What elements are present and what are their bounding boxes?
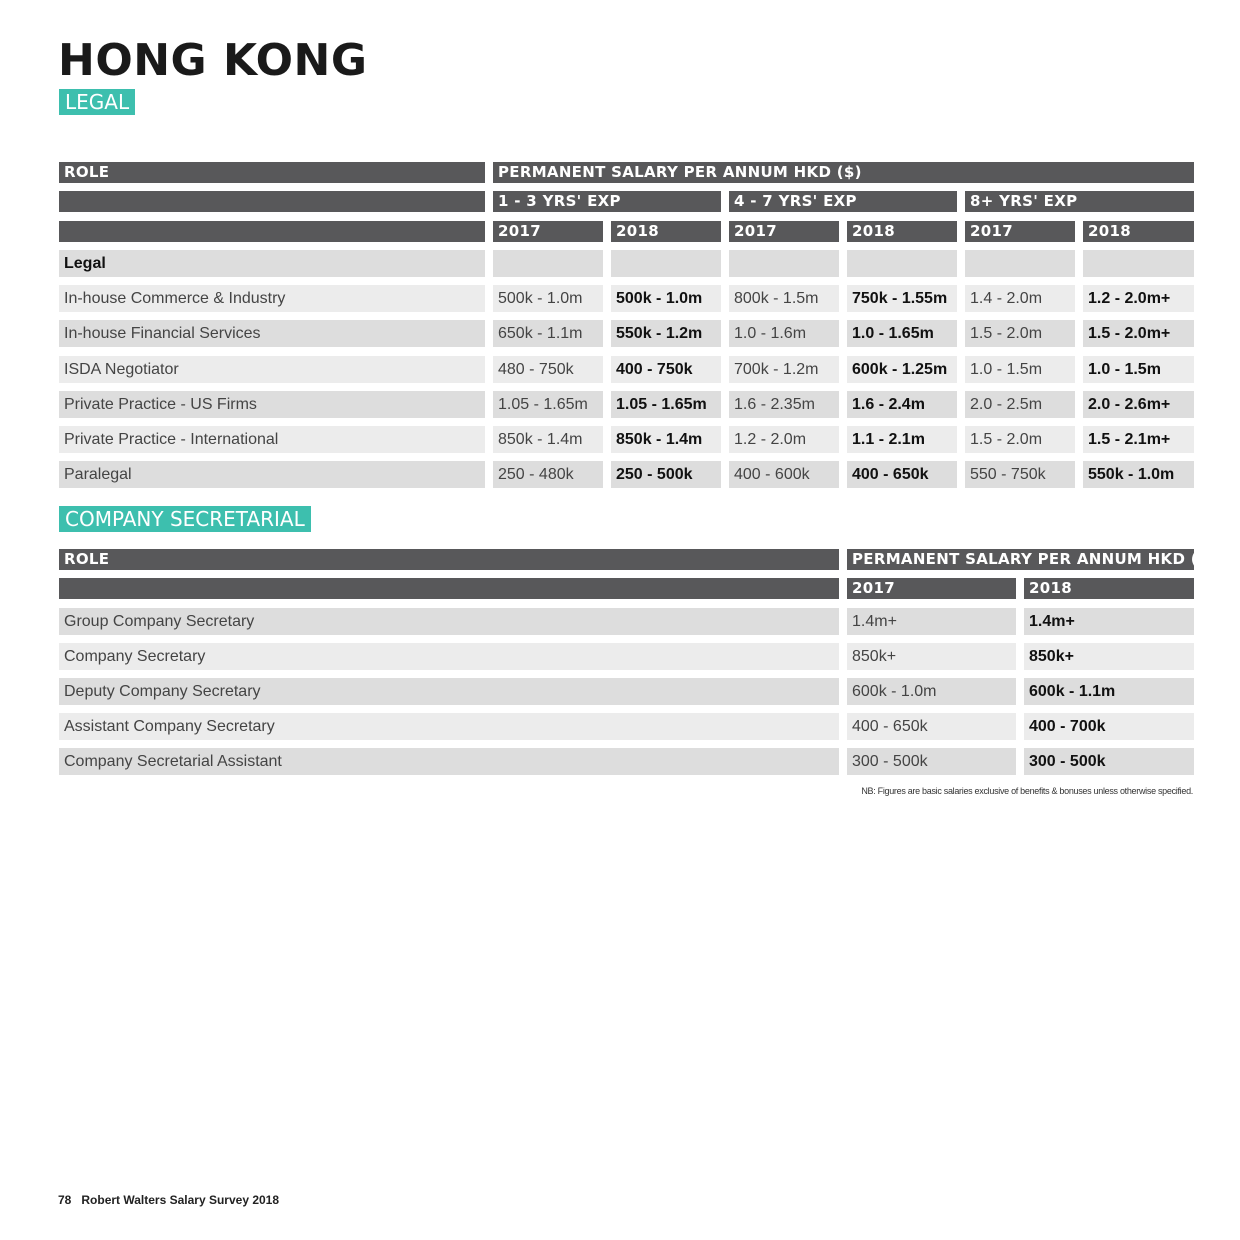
footnote: NB: Figures are basic salaries exclusive of benefits & bonuses unless otherwise specified. bbox=[861, 786, 1193, 796]
cosec-salary-cell: 850k+ bbox=[1024, 643, 1194, 670]
cosec-role-header-spacer bbox=[59, 578, 839, 599]
legal-salary-cell: 1.5 - 2.1m+ bbox=[1083, 426, 1194, 453]
legal-salary-cell: 1.6 - 2.4m bbox=[847, 391, 957, 418]
cosec-role-header: ROLE bbox=[59, 549, 839, 570]
cosec-salary-cell: 600k - 1.0m bbox=[847, 678, 1016, 705]
cosec-role-cell: Deputy Company Secretary bbox=[59, 678, 839, 705]
cosec-salary-cell: 850k+ bbox=[847, 643, 1016, 670]
legal-salary-cell: 1.5 - 2.0m bbox=[965, 426, 1075, 453]
legal-role-cell: Private Practice - International bbox=[59, 426, 485, 453]
legal-salary-cell: 550 - 750k bbox=[965, 461, 1075, 488]
section-title-legal: LEGAL bbox=[59, 89, 135, 115]
legal-salary-cell: 700k - 1.2m bbox=[729, 356, 839, 383]
legal-salary-cell: 800k - 1.5m bbox=[729, 285, 839, 312]
legal-salary-cell: 1.6 - 2.35m bbox=[729, 391, 839, 418]
legal-exp-header: 1 - 3 YRS' EXP bbox=[493, 191, 721, 212]
legal-exp-header: 8+ YRS' EXP bbox=[965, 191, 1194, 212]
legal-category-cell bbox=[847, 250, 957, 277]
publication-title: Robert Walters Salary Survey 2018 bbox=[81, 1193, 280, 1207]
legal-salary-cell: 250 - 480k bbox=[493, 461, 603, 488]
legal-year-header: 2018 bbox=[1083, 221, 1194, 242]
legal-salary-cell: 550k - 1.0m bbox=[1083, 461, 1194, 488]
section-title-company-secretarial: COMPANY SECRETARIAL bbox=[59, 506, 311, 532]
legal-year-header: 2018 bbox=[611, 221, 721, 242]
legal-salary-cell: 480 - 750k bbox=[493, 356, 603, 383]
legal-salary-cell: 1.5 - 2.0m+ bbox=[1083, 320, 1194, 347]
legal-salary-cell: 850k - 1.4m bbox=[493, 426, 603, 453]
legal-salary-cell: 600k - 1.25m bbox=[847, 356, 957, 383]
legal-salary-cell: 550k - 1.2m bbox=[611, 320, 721, 347]
legal-category-cell bbox=[611, 250, 721, 277]
legal-salary-cell: 1.1 - 2.1m bbox=[847, 426, 957, 453]
legal-salary-cell: 850k - 1.4m bbox=[611, 426, 721, 453]
legal-role-header-spacer bbox=[59, 221, 485, 242]
legal-salary-header: PERMANENT SALARY PER ANNUM HKD ($) bbox=[493, 162, 1194, 183]
legal-category-cell bbox=[729, 250, 839, 277]
legal-salary-cell: 2.0 - 2.5m bbox=[965, 391, 1075, 418]
legal-salary-cell: 400 - 600k bbox=[729, 461, 839, 488]
cosec-role-cell: Company Secretarial Assistant bbox=[59, 748, 839, 775]
legal-year-header: 2018 bbox=[847, 221, 957, 242]
legal-salary-cell: 1.05 - 1.65m bbox=[493, 391, 603, 418]
legal-salary-cell: 1.0 - 1.5m bbox=[1083, 356, 1194, 383]
cosec-year-header: 2018 bbox=[1024, 578, 1194, 599]
cosec-salary-cell: 400 - 700k bbox=[1024, 713, 1194, 740]
legal-salary-cell: 1.05 - 1.65m bbox=[611, 391, 721, 418]
legal-category-label: Legal bbox=[59, 250, 485, 277]
cosec-salary-cell: 1.4m+ bbox=[1024, 608, 1194, 635]
legal-salary-cell: 1.0 - 1.6m bbox=[729, 320, 839, 347]
cosec-year-header: 2017 bbox=[847, 578, 1016, 599]
cosec-role-cell: Company Secretary bbox=[59, 643, 839, 670]
legal-salary-cell: 500k - 1.0m bbox=[611, 285, 721, 312]
legal-role-header-spacer bbox=[59, 191, 485, 212]
cosec-role-cell: Assistant Company Secretary bbox=[59, 713, 839, 740]
legal-category-cell bbox=[1083, 250, 1194, 277]
cosec-salary-cell: 300 - 500k bbox=[1024, 748, 1194, 775]
cosec-salary-header: PERMANENT SALARY PER ANNUM HKD ($) bbox=[847, 549, 1194, 570]
legal-salary-cell: 1.2 - 2.0m bbox=[729, 426, 839, 453]
cosec-salary-cell: 300 - 500k bbox=[847, 748, 1016, 775]
legal-category-cell bbox=[965, 250, 1075, 277]
legal-year-header: 2017 bbox=[729, 221, 839, 242]
cosec-role-cell: Group Company Secretary bbox=[59, 608, 839, 635]
page-number: 78 bbox=[58, 1193, 72, 1207]
page-footer bbox=[58, 1193, 279, 1207]
cosec-salary-cell: 1.4m+ bbox=[847, 608, 1016, 635]
legal-salary-cell: 500k - 1.0m bbox=[493, 285, 603, 312]
legal-salary-cell: 650k - 1.1m bbox=[493, 320, 603, 347]
legal-salary-cell: 1.0 - 1.65m bbox=[847, 320, 957, 347]
legal-exp-header: 4 - 7 YRS' EXP bbox=[729, 191, 957, 212]
legal-role-cell: In-house Financial Services bbox=[59, 320, 485, 347]
legal-salary-cell: 1.5 - 2.0m bbox=[965, 320, 1075, 347]
legal-year-header: 2017 bbox=[965, 221, 1075, 242]
legal-role-cell: Paralegal bbox=[59, 461, 485, 488]
legal-role-cell: In-house Commerce & Industry bbox=[59, 285, 485, 312]
cosec-salary-cell: 600k - 1.1m bbox=[1024, 678, 1194, 705]
legal-year-header: 2017 bbox=[493, 221, 603, 242]
legal-salary-cell: 400 - 650k bbox=[847, 461, 957, 488]
legal-salary-cell: 750k - 1.55m bbox=[847, 285, 957, 312]
legal-salary-cell: 1.4 - 2.0m bbox=[965, 285, 1075, 312]
legal-role-header: ROLE bbox=[59, 162, 485, 183]
legal-salary-cell: 1.2 - 2.0m+ bbox=[1083, 285, 1194, 312]
legal-salary-cell: 1.0 - 1.5m bbox=[965, 356, 1075, 383]
cosec-salary-cell: 400 - 650k bbox=[847, 713, 1016, 740]
legal-role-cell: ISDA Negotiator bbox=[59, 356, 485, 383]
page-title: HONG KONG bbox=[58, 35, 368, 86]
legal-salary-cell: 250 - 500k bbox=[611, 461, 721, 488]
legal-salary-cell: 2.0 - 2.6m+ bbox=[1083, 391, 1194, 418]
legal-salary-cell: 400 - 750k bbox=[611, 356, 721, 383]
legal-category-cell bbox=[493, 250, 603, 277]
legal-role-cell: Private Practice - US Firms bbox=[59, 391, 485, 418]
